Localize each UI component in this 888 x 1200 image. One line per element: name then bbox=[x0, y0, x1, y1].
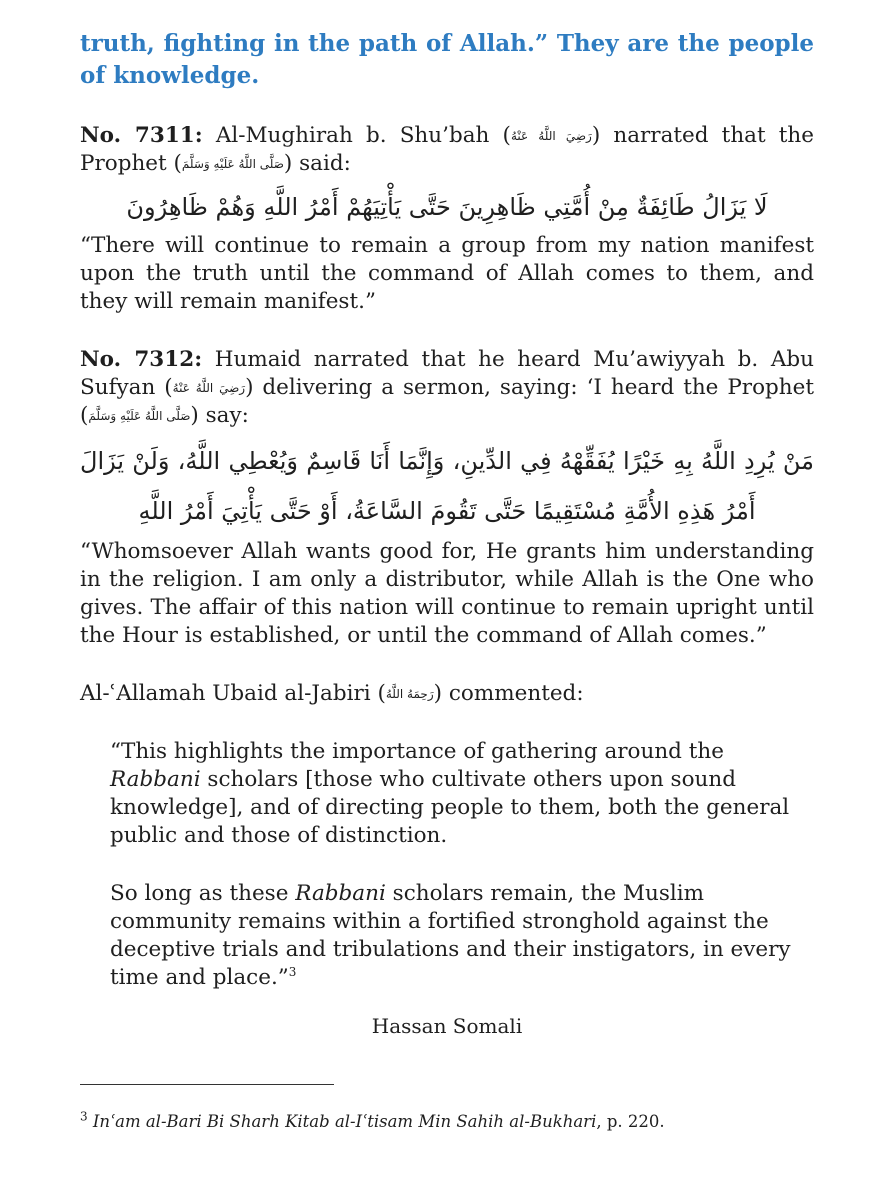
commentary-quote bbox=[110, 738, 814, 992]
honorific-scholar: رَحِمَهُ اللَّهُ bbox=[385, 687, 434, 701]
footnote-page: , p. 220. bbox=[596, 1112, 665, 1131]
footnote bbox=[80, 1110, 665, 1134]
quote-italic-term: Rabbani bbox=[110, 767, 201, 792]
narration-start: Humaid narrated that he heard Mu’awiyyah b. Abu Sufyan ( bbox=[80, 347, 814, 400]
narration-end: ) say: bbox=[190, 403, 249, 428]
hadith-7311-arabic: لَا يَزَالُ طَائِفَةٌ مِنْ أُمَّتِي ظَاهِرِينَ حَتَّى يَأْتِيَهُمْ أَمْرُ اللَّهِ وَهُمْ ظَاهِرُونَ bbox=[126, 193, 768, 221]
quote-text: scholars remain, the Muslim community remains within a fortified stronghold against the deceptive trials and tribulations and their instigators, in every time and place.” bbox=[110, 881, 791, 990]
honorific-prophet: صَلَّى اللَّهُ عَلَيْهِ وَسَلَّمَ bbox=[88, 409, 191, 423]
hadith-7311-narration bbox=[80, 122, 814, 178]
hadith-number: No. 7311: bbox=[80, 123, 203, 148]
commentary-intro-end: ) commented: bbox=[433, 681, 584, 706]
hadith-7311-translation: “There will continue to remain a group from my nation manifest upon the truth until the command of Allah comes to them, and they will remain manifest.” bbox=[80, 233, 814, 314]
footnote-reference[interactable]: 3 bbox=[288, 964, 297, 979]
commentary-intro-start: Al-ʿAllamah Ubaid al-Jabiri ( bbox=[80, 681, 386, 706]
narration-mid: ) narrated that the Prophet ( bbox=[80, 123, 814, 176]
translator-name: Hassan Somali bbox=[371, 1014, 523, 1038]
quote-italic-term: Rabbani bbox=[295, 881, 386, 906]
hadith-number: No. 7312: bbox=[80, 347, 203, 372]
honorific-companion: رَضِيَ اللَّهُ عَنْهُ bbox=[172, 381, 246, 395]
hadith-7312-arabic: مَنْ يُرِدِ اللَّهُ بِهِ خَيْرًا يُفَقِّهْهُ فِي الدِّينِ، وَإِنَّمَا أَنَا قَاسِمٌ وَيُعْطِي اللَّهُ، وَلَنْ يَزَالَ أَمْرُ هَذِهِ الأُمَّةِ مُسْتَقِيمًا حَتَّى تَقُومَ السَّاعَةُ، أَوْ حَتَّى يَأْتِيَ أَمْرُ اللَّهِ bbox=[80, 447, 814, 525]
narration-end: ) said: bbox=[283, 151, 351, 176]
quote-paragraph-1 bbox=[110, 738, 814, 850]
footnote-marker: 3 bbox=[80, 1109, 88, 1124]
intro-text: truth, fighting in the path of Allah.” They are the people of knowledge. bbox=[80, 30, 814, 89]
quote-text: So long as these bbox=[110, 881, 296, 906]
hadith-7312-translation: “Whomsoever Allah wants good for, He grants him understanding in the religion. I am only a distributor, while Allah is the One who gives. The affair of this nation will continue to remain upright until the Hour is established, or until the command of Allah comes.” bbox=[80, 539, 814, 648]
commentary-intro bbox=[80, 680, 814, 708]
honorific-prophet: صَلَّى اللَّهُ عَلَيْهِ وَسَلَّمَ bbox=[181, 157, 284, 171]
honorific-companion: رَضِيَ اللَّهُ عَنْهُ bbox=[510, 129, 592, 143]
footnote-divider bbox=[80, 1084, 334, 1085]
narration-mid: ) delivering a sermon, saying: ‘I heard the Prophet ( bbox=[80, 375, 814, 428]
quote-text: scholars [those who cultivate others upon sound knowledge], and of directing people to them, both the general public and those of distinction. bbox=[110, 767, 790, 848]
footnote-source-title: Inʿam al-Bari Bi Sharh Kitab al-Iʿtisam Min Sahih al-Bukhari bbox=[92, 1112, 597, 1131]
quote-paragraph-2 bbox=[110, 880, 814, 992]
hadith-7312-narration bbox=[80, 346, 814, 430]
narration-start: Al-Mughirah b. Shu’bah ( bbox=[202, 123, 511, 148]
quote-text: “This highlights the importance of gathering around the bbox=[110, 739, 724, 764]
document-page bbox=[80, 28, 814, 1040]
